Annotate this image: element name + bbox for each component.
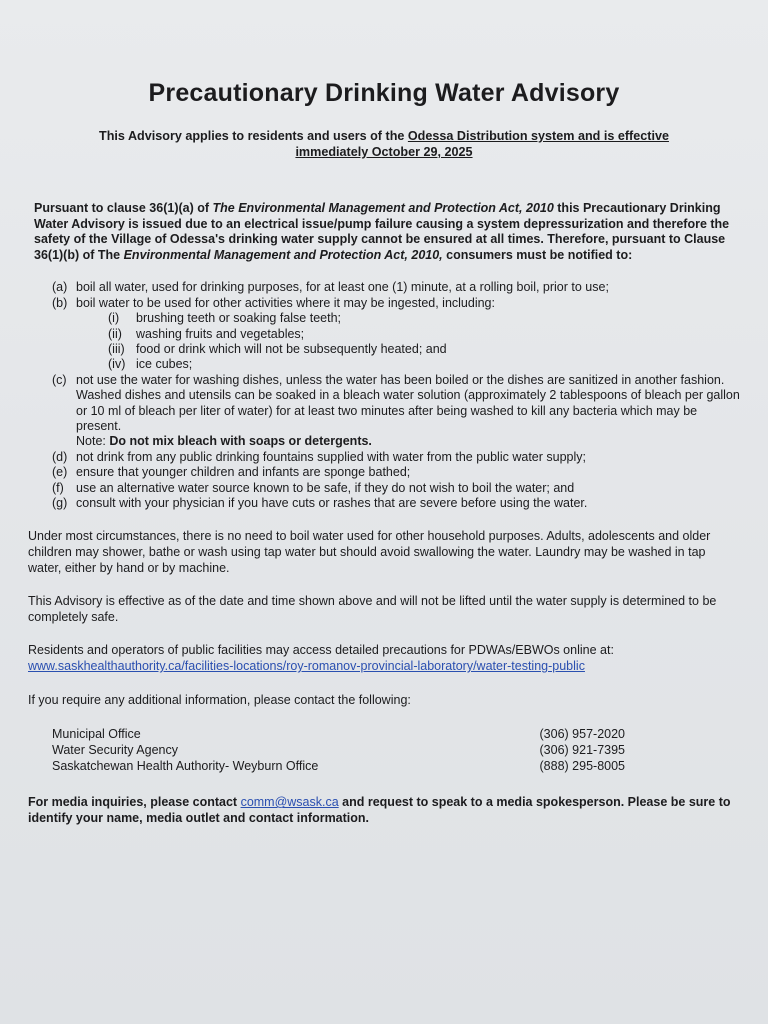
- household-paragraph: Under most circumstances, there is no need to boil water used for other household purposes. Adults, adolescents and older children may shower, bathe or wash using tap water but should avoid swallowing the water. Laundry may be washed in tap water, either by hand or by machine.: [28, 529, 711, 575]
- precautions-list: [52, 280, 742, 511]
- intro-act-name-2: Environmental Management and Protection Act, 2010,: [123, 247, 443, 262]
- media-text-2: and request to speak to a media spokesperson. Please be sure to identify your name, media outlet and contact information.: [28, 795, 731, 826]
- item-text: boil all water, used for drinking purposes, for at least one (1) minute, at a rolling boil, prior to use;: [76, 280, 609, 295]
- item-label: (b): [52, 295, 68, 310]
- item-text: use an alternative water source known to be safe, if they do not wish to boil the water; and: [76, 480, 575, 495]
- note-prefix: Note:: [76, 434, 110, 449]
- residents-text: Residents and operators of public facilities may access detailed precautions for PDWAs/EBWOs online at:: [28, 643, 614, 658]
- list-item-g: [52, 496, 742, 511]
- contact-list: [52, 726, 742, 774]
- item-label: (f): [52, 480, 64, 495]
- item-label: (a): [52, 280, 68, 295]
- item-text: [76, 373, 742, 450]
- contact-name: Water Security Agency: [52, 743, 178, 758]
- sub-item-ii: [108, 327, 742, 342]
- item-label: (e): [52, 465, 68, 480]
- intro-act-name-1: The Environmental Management and Protection Act, 2010: [212, 201, 554, 215]
- list-item-d: [52, 450, 742, 465]
- contact-name: Saskatchewan Health Authority- Weyburn Office: [52, 759, 319, 774]
- item-label: (d): [52, 449, 68, 464]
- intro-paragraph: [34, 201, 732, 263]
- contact-phone: (306) 921-7395: [539, 743, 625, 758]
- intro-text-3: consumers must be notified to:: [442, 247, 633, 262]
- page-title: Precautionary Drinking Water Advisory: [148, 79, 620, 107]
- residents-paragraph: [28, 643, 736, 674]
- list-item-e: [52, 465, 742, 480]
- intro-text-1: Pursuant to clause 36(1)(a) of: [34, 201, 213, 215]
- bleach-note: [76, 434, 372, 448]
- sub-item-label: (i): [108, 311, 120, 326]
- contact-row: [52, 742, 625, 758]
- list-item-b: [52, 296, 742, 311]
- contact-row: [52, 758, 625, 774]
- media-email-link[interactable]: comm@wsask.ca: [240, 795, 339, 810]
- sub-item-text: brushing teeth or soaking false teeth;: [136, 311, 341, 326]
- intro-text-2: this Precautionary Drinking Water Advisory is issued due to an electrical issue/pump failure causing a system depressurization and therefore the safety of the Village of Odessa's drinking water supply cannot be ensured at all times. Therefore, pursuant to Clause 36(1)(b) of The: [34, 201, 730, 262]
- effective-paragraph: This Advisory is effective as of the date and time shown above and will not be lifted until the water supply is determined to be completely safe.: [28, 594, 717, 624]
- applies-statement: [64, 128, 704, 160]
- item-label: (c): [52, 372, 67, 387]
- item-text: boil water to be used for other activities where it may be ingested, including:: [76, 295, 495, 310]
- contact-phone: (306) 957-2020: [539, 727, 625, 742]
- precautions-link[interactable]: www.saskhealthauthority.ca/facilities-locations/roy-romanov-provincial-laboratory/water-testing-public: [28, 659, 585, 674]
- applies-prefix: This Advisory applies to residents and users of the: [99, 129, 408, 143]
- note-warning: Do not mix bleach with soaps or detergents.: [109, 434, 372, 449]
- contact-phone: (888) 295-8005: [539, 759, 625, 774]
- media-inquiries: [28, 794, 742, 826]
- sub-item-iii: [108, 342, 742, 357]
- sub-item-i: [108, 311, 742, 326]
- contact-row: [52, 726, 625, 742]
- sub-item-label: (iv): [108, 357, 126, 372]
- media-text-1: For media inquiries, please contact: [28, 795, 241, 810]
- list-item-f: [52, 481, 742, 496]
- sub-item-text: ice cubes;: [136, 357, 193, 372]
- sub-item-label: (ii): [108, 326, 122, 341]
- sub-item-text: food or drink which will not be subsequently heated; and: [136, 342, 447, 356]
- sub-item-iv: [108, 357, 742, 372]
- list-item-a: [52, 280, 742, 295]
- contact-name: Municipal Office: [52, 727, 141, 742]
- item-text: consult with your physician if you have cuts or rashes that are severe before using the water.: [76, 496, 588, 511]
- list-item-c: [52, 373, 742, 450]
- item-c-text: not use the water for washing dishes, unless the water has been boiled or the dishes are sanitized in another fashion. Washed dishes and utensils can be soaked in a bleach water solution (approximately 2 tablespoons of bleach per gallon or 10 ml of bleach per liter of water) for at least two minutes after being washed to kill any bacteria which may be present.: [76, 372, 740, 434]
- contact-paragraph: If you require any additional information, please contact the following:: [28, 692, 411, 707]
- item-text: ensure that younger children and infants are sponge bathed;: [76, 465, 411, 480]
- item-label: (g): [52, 496, 68, 511]
- sub-item-text: washing fruits and vegetables;: [136, 326, 305, 341]
- sub-item-label: (iii): [108, 342, 125, 356]
- applies-effective-date: Odessa Distribution system and is effective immediately October 29, 2025: [295, 129, 669, 159]
- item-text: not drink from any public drinking fountains supplied with water from the public water supply;: [76, 449, 586, 464]
- advisory-content: [26, 78, 742, 826]
